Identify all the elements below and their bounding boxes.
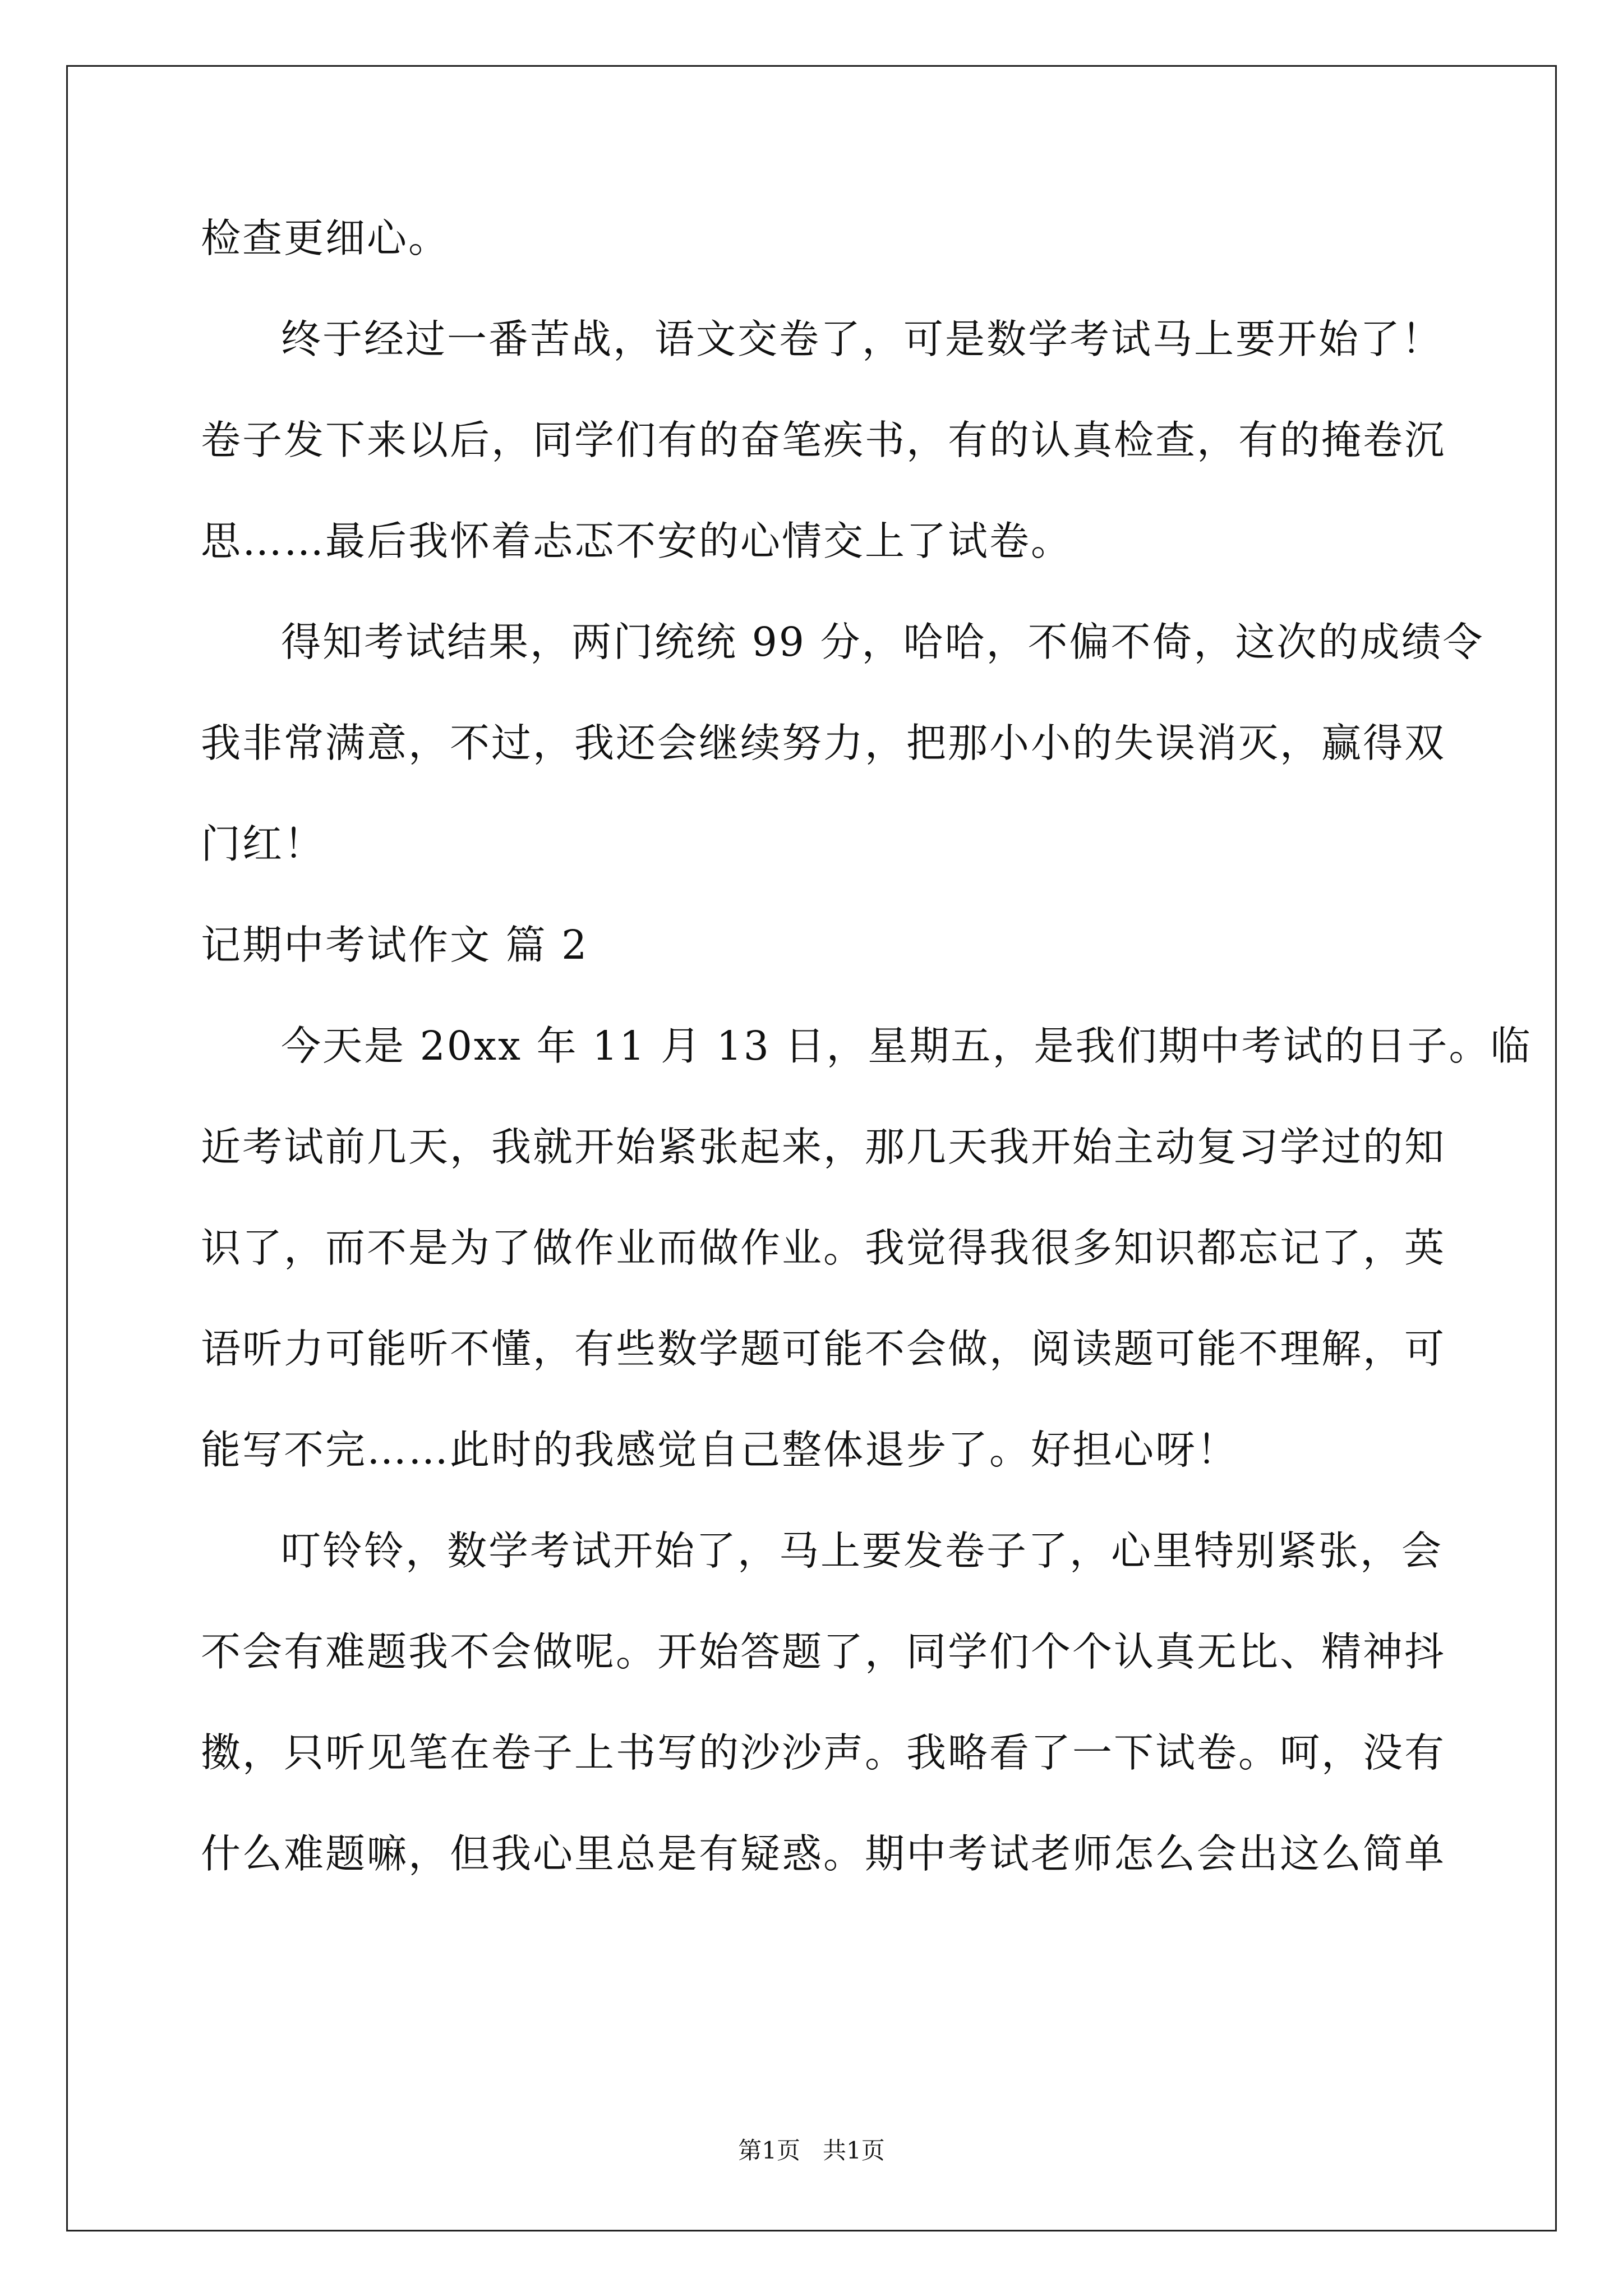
text-line: 我非常满意，不过，我还会继续努力，把那小小的失误消灭，赢得双 (201, 720, 1446, 766)
text-line: 擞，只听见笔在卷子上书写的沙沙声。我略看了一下试卷。呵，没有 (201, 1729, 1446, 1776)
paragraph-first-line: 得知考试结果，两门统统 99 分，哈哈，不偏不倚，这次的成绩令 (281, 619, 1484, 665)
text-line: 识了，而不是为了做作业而做作业。我觉得我很多知识都忘记了，英 (201, 1225, 1446, 1271)
text-line: 语听力可能听不懂，有些数学题可能不会做，阅读题可能不理解，可 (201, 1326, 1446, 1372)
text-line: 近考试前几天，我就开始紧张起来，那几天我开始主动复习学过的知 (201, 1124, 1446, 1170)
paragraph-first-line: 今天是 20xx 年 11 月 13 日，星期五，是我们期中考试的日子。临 (281, 1023, 1532, 1069)
text-line: 能写不完……此时的我感觉自己整体退步了。好担心呀！ (201, 1427, 1239, 1473)
text-line: 检查更细心。 (201, 215, 450, 261)
paragraph-first-line: 终于经过一番苦战，语文交卷了，可是数学考试马上要开始了！ (281, 316, 1444, 362)
page-footer: 第1页 共1页 (738, 2137, 885, 2164)
paragraph-first-line: 叮铃铃，数学考试开始了，马上要发卷子了，心里特别紧张，会 (281, 1527, 1444, 1574)
text-line: 卷子发下来以后，同学们有的奋笔疾书，有的认真检查，有的掩卷沉 (201, 417, 1446, 463)
text-line: 不会有难题我不会做呢。开始答题了，同学们个个认真无比、精神抖 (201, 1628, 1446, 1675)
text-line: 思……最后我怀着忐忑不安的心情交上了试卷。 (201, 518, 1073, 564)
section-heading: 记期中考试作文 篇 2 (201, 922, 589, 968)
text-line: 什么难题嘛，但我心里总是有疑惑。期中考试老师怎么会出这么简单 (201, 1830, 1446, 1877)
text-line: 门红！ (201, 821, 326, 867)
